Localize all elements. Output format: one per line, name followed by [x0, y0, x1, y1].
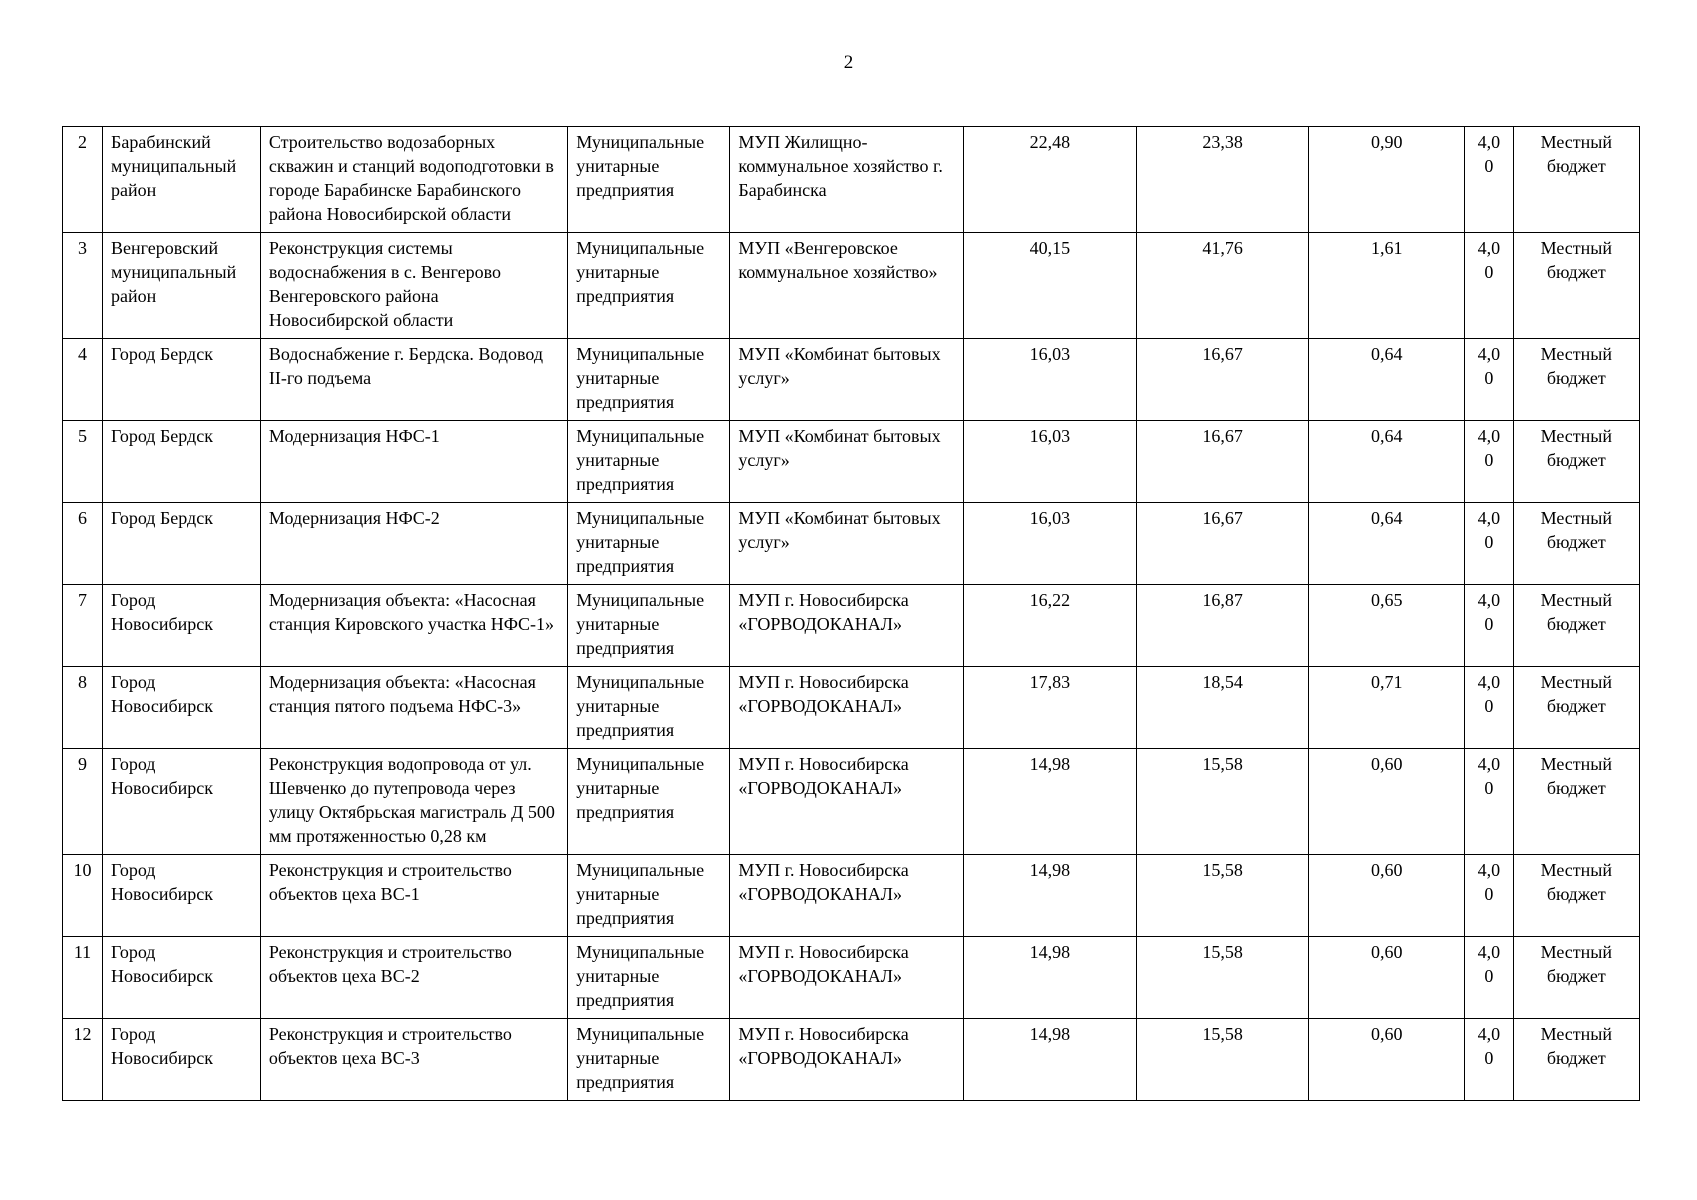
cell-value-2: 15,58	[1136, 855, 1309, 937]
cell-budget-source: Местный бюджет	[1513, 749, 1639, 855]
cell-value-4: 4,00	[1465, 667, 1513, 749]
cell-budget-source: Местный бюджет	[1513, 503, 1639, 585]
cell-value-2: 16,67	[1136, 421, 1309, 503]
cell-municipality: Город Бердск	[103, 421, 261, 503]
cell-value-2: 16,67	[1136, 339, 1309, 421]
cell-project: Реконструкция и строительство объектов цеха ВС-1	[260, 855, 567, 937]
cell-municipality: Город Новосибирск	[103, 937, 261, 1019]
cell-org-type: Муниципальные унитарные предприятия	[568, 503, 730, 585]
cell-value-2: 23,38	[1136, 127, 1309, 233]
cell-value-1: 14,98	[964, 1019, 1137, 1101]
table-row	[63, 585, 1640, 667]
cell-enterprise: МУП «Комбинат бытовых услуг»	[730, 339, 964, 421]
cell-enterprise: МУП «Комбинат бытовых услуг»	[730, 421, 964, 503]
cell-value-3: 0,64	[1309, 421, 1465, 503]
cell-project: Модернизация объекта: «Насосная станция пятого подъема НФС-3»	[260, 667, 567, 749]
cell-budget-source: Местный бюджет	[1513, 667, 1639, 749]
cell-org-type: Муниципальные унитарные предприятия	[568, 749, 730, 855]
cell-value-1: 16,03	[964, 421, 1137, 503]
cell-enterprise: МУП г. Новосибирска «ГОРВОДОКАНАЛ»	[730, 937, 964, 1019]
cell-enterprise: МУП г. Новосибирска «ГОРВОДОКАНАЛ»	[730, 855, 964, 937]
cell-value-3: 0,90	[1309, 127, 1465, 233]
projects-table-body	[63, 127, 1640, 1101]
cell-value-1: 17,83	[964, 667, 1137, 749]
cell-value-1: 40,15	[964, 233, 1137, 339]
table-row	[63, 339, 1640, 421]
cell-municipality: Город Новосибирск	[103, 855, 261, 937]
cell-org-type: Муниципальные унитарные предприятия	[568, 233, 730, 339]
cell-enterprise: МУП «Комбинат бытовых услуг»	[730, 503, 964, 585]
cell-org-type: Муниципальные унитарные предприятия	[568, 855, 730, 937]
cell-value-4: 4,00	[1465, 855, 1513, 937]
cell-value-2: 16,87	[1136, 585, 1309, 667]
cell-value-1: 16,22	[964, 585, 1137, 667]
cell-project: Модернизация объекта: «Насосная станция Кировского участка НФС-1»	[260, 585, 567, 667]
cell-value-3: 0,60	[1309, 1019, 1465, 1101]
cell-value-4: 4,00	[1465, 749, 1513, 855]
cell-project: Реконструкция и строительство объектов цеха ВС-2	[260, 937, 567, 1019]
cell-value-4: 4,00	[1465, 1019, 1513, 1101]
cell-value-4: 4,00	[1465, 127, 1513, 233]
cell-municipality: Город Новосибирск	[103, 585, 261, 667]
cell-project: Модернизация НФС-1	[260, 421, 567, 503]
cell-project: Строительство водозаборных скважин и станций водоподготовки в городе Барабинске Барабинского района Новосибирской области	[260, 127, 567, 233]
cell-municipality: Город Новосибирск	[103, 1019, 261, 1101]
cell-municipality: Барабинский муниципальный район	[103, 127, 261, 233]
cell-enterprise: МУП г. Новосибирска «ГОРВОДОКАНАЛ»	[730, 585, 964, 667]
cell-value-1: 16,03	[964, 503, 1137, 585]
cell-value-2: 15,58	[1136, 937, 1309, 1019]
cell-org-type: Муниципальные унитарные предприятия	[568, 585, 730, 667]
cell-budget-source: Местный бюджет	[1513, 127, 1639, 233]
projects-table	[62, 126, 1640, 1101]
cell-enterprise: МУП г. Новосибирска «ГОРВОДОКАНАЛ»	[730, 1019, 964, 1101]
cell-value-3: 0,60	[1309, 855, 1465, 937]
cell-project: Реконструкция системы водоснабжения в с. Венгерово Венгеровского района Новосибирской области	[260, 233, 567, 339]
cell-value-1: 14,98	[964, 855, 1137, 937]
cell-row-number: 7	[63, 585, 103, 667]
cell-municipality: Венгеровский муниципальный район	[103, 233, 261, 339]
cell-row-number: 8	[63, 667, 103, 749]
table-row	[63, 855, 1640, 937]
cell-row-number: 11	[63, 937, 103, 1019]
page-number: 2	[843, 52, 854, 73]
table-row	[63, 503, 1640, 585]
table-row	[63, 233, 1640, 339]
table-row	[63, 1019, 1640, 1101]
cell-value-2: 15,58	[1136, 749, 1309, 855]
cell-municipality: Город Бердск	[103, 503, 261, 585]
cell-row-number: 2	[63, 127, 103, 233]
cell-project: Водоснабжение г. Бердска. Водовод II-го подъема	[260, 339, 567, 421]
cell-value-2: 16,67	[1136, 503, 1309, 585]
cell-enterprise: МУП Жилищно-коммунальное хозяйство г. Барабинска	[730, 127, 964, 233]
cell-value-2: 18,54	[1136, 667, 1309, 749]
table-row	[63, 667, 1640, 749]
cell-budget-source: Местный бюджет	[1513, 421, 1639, 503]
cell-value-3: 0,65	[1309, 585, 1465, 667]
cell-row-number: 12	[63, 1019, 103, 1101]
cell-value-2: 41,76	[1136, 233, 1309, 339]
cell-municipality: Город Бердск	[103, 339, 261, 421]
cell-value-4: 4,00	[1465, 339, 1513, 421]
cell-org-type: Муниципальные унитарные предприятия	[568, 127, 730, 233]
cell-row-number: 6	[63, 503, 103, 585]
cell-value-4: 4,00	[1465, 585, 1513, 667]
table-row	[63, 127, 1640, 233]
cell-value-1: 14,98	[964, 749, 1137, 855]
cell-project: Реконструкция и строительство объектов цеха ВС-3	[260, 1019, 567, 1101]
cell-municipality: Город Новосибирск	[103, 749, 261, 855]
cell-value-1: 14,98	[964, 937, 1137, 1019]
cell-value-4: 4,00	[1465, 503, 1513, 585]
cell-value-4: 4,00	[1465, 233, 1513, 339]
cell-row-number: 10	[63, 855, 103, 937]
cell-enterprise: МУП «Венгеровское коммунальное хозяйство»	[730, 233, 964, 339]
cell-org-type: Муниципальные унитарные предприятия	[568, 421, 730, 503]
cell-enterprise: МУП г. Новосибирска «ГОРВОДОКАНАЛ»	[730, 667, 964, 749]
cell-org-type: Муниципальные унитарные предприятия	[568, 339, 730, 421]
cell-org-type: Муниципальные унитарные предприятия	[568, 1019, 730, 1101]
cell-row-number: 9	[63, 749, 103, 855]
table-row	[63, 749, 1640, 855]
cell-project: Реконструкция водопровода от ул. Шевченко до путепровода через улицу Октябрьская магистраль Д 500 мм протяженностью 0,28 км	[260, 749, 567, 855]
cell-value-1: 22,48	[964, 127, 1137, 233]
cell-value-4: 4,00	[1465, 937, 1513, 1019]
cell-value-2: 15,58	[1136, 1019, 1309, 1101]
cell-value-3: 0,60	[1309, 937, 1465, 1019]
cell-org-type: Муниципальные унитарные предприятия	[568, 667, 730, 749]
cell-budget-source: Местный бюджет	[1513, 1019, 1639, 1101]
cell-org-type: Муниципальные унитарные предприятия	[568, 937, 730, 1019]
cell-value-1: 16,03	[964, 339, 1137, 421]
cell-value-3: 0,71	[1309, 667, 1465, 749]
cell-value-3: 0,64	[1309, 503, 1465, 585]
cell-row-number: 4	[63, 339, 103, 421]
cell-value-3: 0,60	[1309, 749, 1465, 855]
cell-budget-source: Местный бюджет	[1513, 339, 1639, 421]
cell-value-4: 4,00	[1465, 421, 1513, 503]
cell-row-number: 5	[63, 421, 103, 503]
cell-budget-source: Местный бюджет	[1513, 937, 1639, 1019]
cell-value-3: 0,64	[1309, 339, 1465, 421]
table-row	[63, 937, 1640, 1019]
cell-budget-source: Местный бюджет	[1513, 855, 1639, 937]
table-row	[63, 421, 1640, 503]
cell-project: Модернизация НФС-2	[260, 503, 567, 585]
cell-enterprise: МУП г. Новосибирска «ГОРВОДОКАНАЛ»	[730, 749, 964, 855]
cell-row-number: 3	[63, 233, 103, 339]
cell-value-3: 1,61	[1309, 233, 1465, 339]
cell-budget-source: Местный бюджет	[1513, 233, 1639, 339]
cell-municipality: Город Новосибирск	[103, 667, 261, 749]
cell-budget-source: Местный бюджет	[1513, 585, 1639, 667]
